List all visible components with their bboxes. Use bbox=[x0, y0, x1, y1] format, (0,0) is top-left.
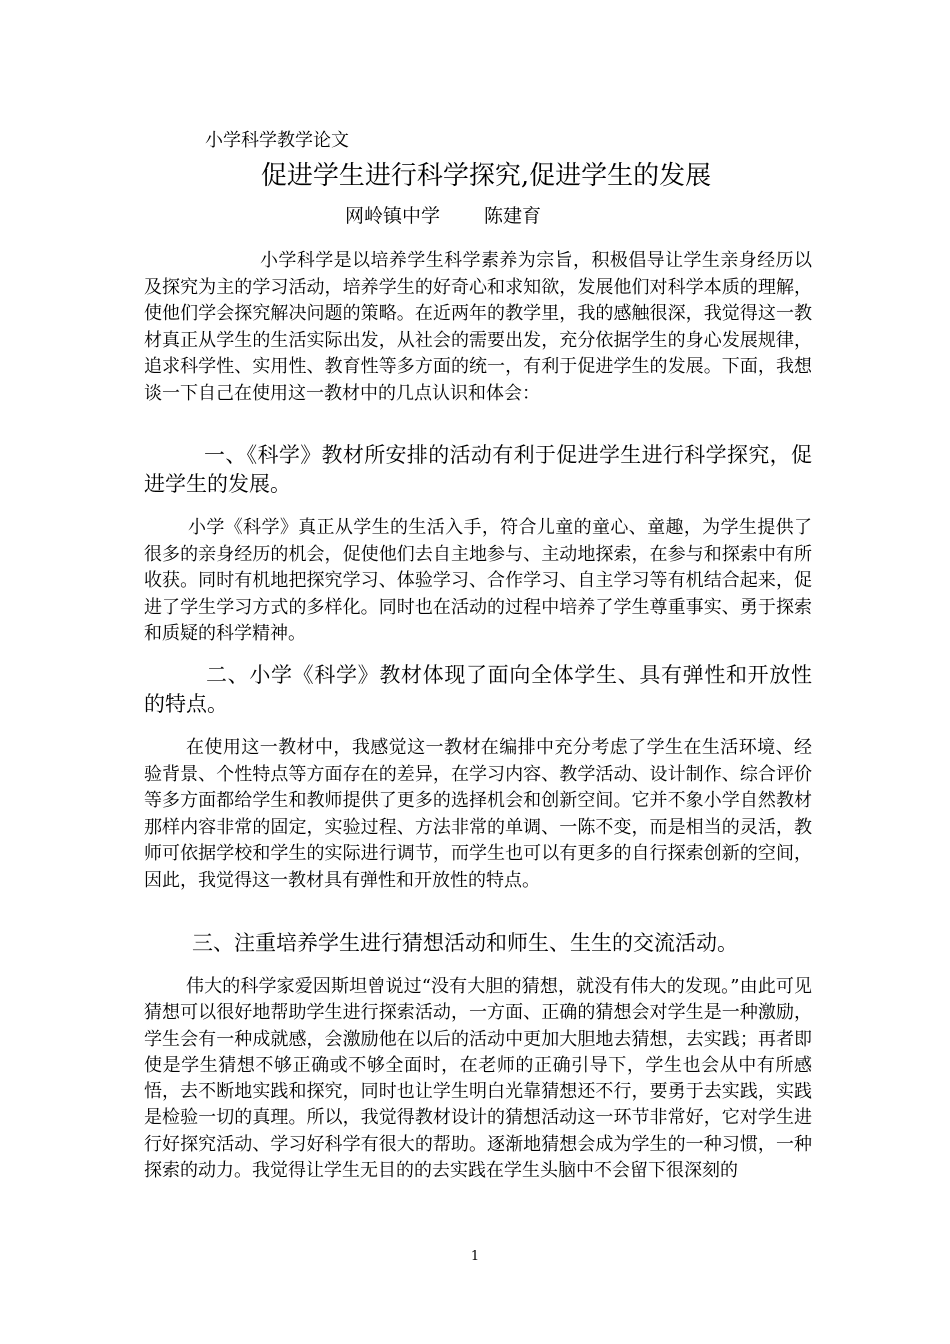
section-3-body: 伟大的科学家爱因斯坦曾说过“没有大胆的猜想，就没有伟大的发现。”由此可见猜想可以很好地帮助学生进行探索活动，一方面、正确的猜想会对学生是一种激励，学生会有一种成就感，会激励他在以后的活动中更加大胆地去猜想，去实践；再者即使是学生猜想不够正确或不够全面时，在老师的正确引导下，学生也会从中有所感悟，去不断地实践和探究，同时也让学生明白光靠猜想还不行，要勇于去实践，实践是检验一切的真理。所以，我觉得教材设计的猜想活动这一环节非常好，它对学生进行好探究活动、学习好科学有很大的帮助。逐渐地猜想会成为学生的一种习惯，一种探索的动力。我觉得让学生无目的的去实践在学生头脑中不会留下很深刻的 bbox=[144, 976, 812, 1182]
author-school: 网岭镇中学 bbox=[345, 205, 441, 227]
document-subtitle: 小学科学教学论文 bbox=[205, 130, 349, 151]
page-number: 1 bbox=[470, 1249, 480, 1264]
section-1-heading: 一、《科学》教材所安排的活动有利于促进学生进行科学探究，促进学生的发展。 bbox=[144, 443, 812, 496]
author-line bbox=[345, 203, 541, 229]
author-name: 陈建育 bbox=[484, 205, 542, 227]
intro-paragraph: 小学科学是以培养学生科学素养为宗旨，积极倡导让学生亲身经历以及探究为主的学习活动，培养学生的好奇心和求知欲，发展他们对科学本质的理解，使他们学会探究解决问题的策略。在近两年的教学里，我的感触很深，我觉得这一教材真正从学生的生活实际出发，从社会的需要出发，充分依据学生的身心发展规律，追求科学性、实用性、教育性等多方面的统一，有利于促进学生的发展。下面，我想谈一下自己在使用这一教材中的几点认识和体会： bbox=[144, 250, 812, 404]
section-2-body: 在使用这一教材中，我感觉这一教材在编排中充分考虑了学生在生活环境、经验背景、个性特点等方面存在的差异，在学习内容、教学活动、设计制作、综合评价等多方面都给学生和教师提供了更多的选择机会和创新空间。它并不象小学自然教材那样内容非常的固定，实验过程、方法非常的单调、一陈不变，而是相当的灵活，教师可依据学校和学生的实际进行调节，而学生也可以有更多的自行探索创新的空间，因此，我觉得这一教材具有弹性和开放性的特点。 bbox=[144, 737, 812, 891]
section-1-body: 小学《科学》真正从学生的生活入手，符合儿童的童心、童趣，为学生提供了很多的亲身经历的机会，促使他们去自主地参与、主动地探索，在参与和探索中有所收获。同时有机地把探究学习、体验学习、合作学习、自主学习等有机结合起来，促进了学生学习方式的多样化。同时也在活动的过程中培养了学生尊重事实、勇于探索和质疑的科学精神。 bbox=[144, 517, 812, 644]
document-title: 促进学生进行科学探究,促进学生的发展 bbox=[260, 161, 712, 191]
section-2-heading: 二、小学《科学》教材体现了面向全体学生、具有弹性和开放性的特点。 bbox=[144, 663, 812, 716]
section-3-heading: 三、注重培养学生进行猜想活动和师生、生生的交流活动。 bbox=[192, 931, 738, 955]
